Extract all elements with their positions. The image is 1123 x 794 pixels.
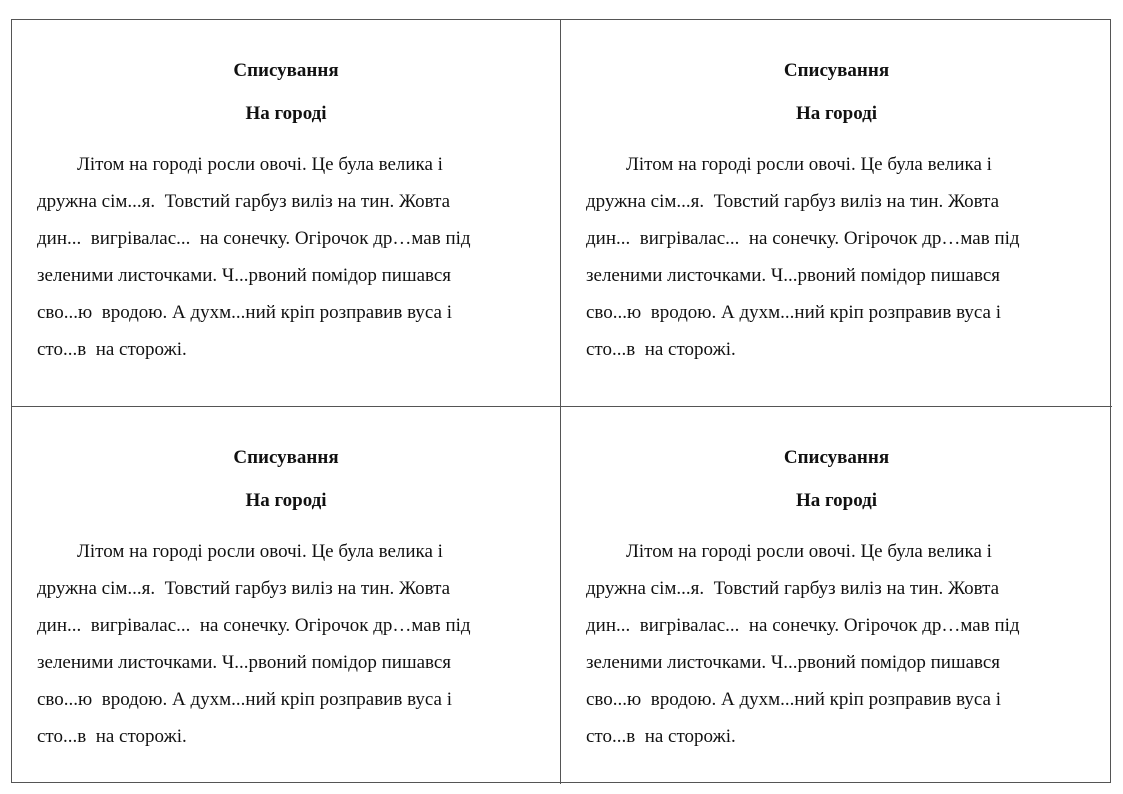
text-line: зеленими листочками. Ч...рвоний помідор пишався [37,652,452,673]
exercise-card [12,20,561,407]
text-line: зеленими листочками. Ч...рвоний помідор пишався [586,652,1001,673]
text-line: Літом на городі росли овочі. Це була велика і [77,154,443,175]
card-text [37,146,471,368]
card-subtitle: На городі [795,103,878,124]
text-line: сво...ю вродою. А духм...ний кріп розправив вуса і [37,689,453,710]
exercise-card [561,20,1112,407]
text-line: дружна сім...я. Товстий гарбуз виліз на тин. Жовта [586,191,1000,212]
text-line: дин... вигрівалас... на сонечку. Огірочок др…мав під [37,228,471,249]
card-subtitle: На городі [245,490,327,511]
exercise-card [12,407,561,784]
text-line: Літом на городі росли овочі. Це була велика і [77,541,443,562]
card-text [37,533,471,755]
text-line: дин... вигрівалас... на сонечку. Огірочок др…мав під [586,615,1020,636]
card-text [586,146,1020,368]
text-line: сто...в на сторожі. [586,726,736,747]
text-line: сто...в на сторожі. [586,339,736,360]
text-line: дружна сім...я. Товстий гарбуз виліз на тин. Жовта [586,578,1000,599]
card-title: Списування [783,447,890,468]
text-line: зеленими листочками. Ч...рвоний помідор пишався [586,265,1001,286]
exercise-card [561,407,1112,784]
text-line: сво...ю вродою. А духм...ний кріп розправив вуса і [586,302,1002,323]
text-line: дружна сім...я. Товстий гарбуз виліз на тин. Жовта [37,578,451,599]
card-title: Списування [233,447,339,468]
text-line: зеленими листочками. Ч...рвоний помідор пишався [37,265,452,286]
text-line: сво...ю вродою. А духм...ний кріп розправив вуса і [586,689,1002,710]
cards-table [11,19,1111,783]
card-text [586,533,1020,755]
text-line: дружна сім...я. Товстий гарбуз виліз на тин. Жовта [37,191,451,212]
text-line: Літом на городі росли овочі. Це була велика і [626,541,992,562]
card-title: Списування [783,60,890,81]
text-line: Літом на городі росли овочі. Це була велика і [626,154,992,175]
text-line: сво...ю вродою. А духм...ний кріп розправив вуса і [37,302,453,323]
text-line: сто...в на сторожі. [37,726,187,747]
text-line: дин... вигрівалас... на сонечку. Огірочок др…мав під [37,615,471,636]
text-line: дин... вигрівалас... на сонечку. Огірочок др…мав під [586,228,1020,249]
card-subtitle: На городі [795,490,878,511]
text-line: сто...в на сторожі. [37,339,187,360]
card-subtitle: На городі [245,103,327,124]
card-title: Списування [233,60,339,81]
